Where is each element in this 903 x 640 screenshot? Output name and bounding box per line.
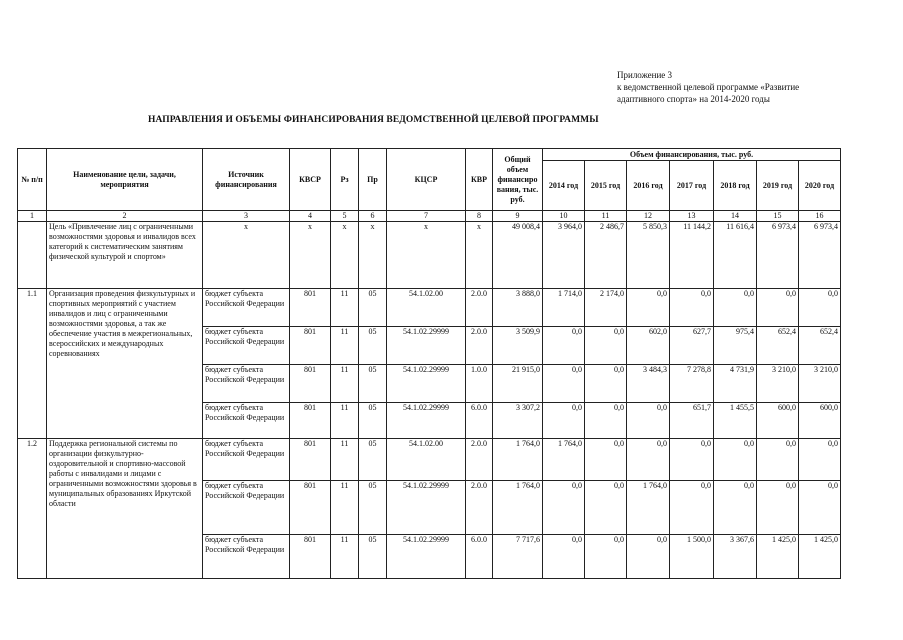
source-cell: бюджет субъекта Российской Федерации: [203, 535, 290, 579]
column-number: 16: [799, 211, 841, 222]
column-number: 6: [359, 211, 387, 222]
column-number: 1: [18, 211, 47, 222]
appendix-line: к ведомственной целевой программе «Развитие: [617, 82, 800, 92]
kvr-cell: 2.0.0: [466, 439, 493, 481]
kvsr-cell: 801: [290, 289, 331, 327]
column-number: 8: [466, 211, 493, 222]
year-cell: 3 210,0: [757, 365, 799, 403]
rz-cell: 11: [331, 535, 359, 579]
year-cell: 7 278,8: [670, 365, 714, 403]
column-number: 14: [714, 211, 757, 222]
year-cell: 0,0: [585, 439, 627, 481]
goal-cell: 5 850,3: [627, 222, 670, 289]
total-cell: 3 307,2: [493, 403, 543, 439]
year-cell: 0,0: [757, 289, 799, 327]
pr-cell: 05: [359, 403, 387, 439]
task-num: 1.2: [18, 439, 47, 579]
goal-cell: х: [466, 222, 493, 289]
goal-cell: 11 144,2: [670, 222, 714, 289]
goal-cell: 11 616,4: [714, 222, 757, 289]
year-cell: 1 425,0: [757, 535, 799, 579]
year-cell: 1 714,0: [543, 289, 585, 327]
year-cell: 0,0: [543, 481, 585, 535]
goal-cell: 6 973,4: [799, 222, 841, 289]
kvsr-cell: 801: [290, 403, 331, 439]
pr-cell: 05: [359, 481, 387, 535]
year-cell: 602,0: [627, 327, 670, 365]
kvr-cell: 2.0.0: [466, 289, 493, 327]
pr-cell: 05: [359, 535, 387, 579]
year-cell: 0,0: [585, 535, 627, 579]
goal-cell: х: [290, 222, 331, 289]
year-cell: 0,0: [543, 327, 585, 365]
total-cell: 21 915,0: [493, 365, 543, 403]
rz-cell: 11: [331, 439, 359, 481]
header-rz: Рз: [331, 149, 359, 211]
year-cell: 0,0: [627, 535, 670, 579]
year-cell: 0,0: [714, 481, 757, 535]
appendix-line: адаптивного спорта» на 2014-2020 годы: [617, 94, 770, 104]
header-pr: Пр: [359, 149, 387, 211]
appendix-line: Приложение 3: [617, 70, 673, 80]
column-number: 7: [387, 211, 466, 222]
goal-cell: х: [359, 222, 387, 289]
pr-cell: 05: [359, 327, 387, 365]
column-number: 13: [670, 211, 714, 222]
column-number: 2: [47, 211, 203, 222]
source-cell: бюджет субъекта Российской Федерации: [203, 289, 290, 327]
kcsr-cell: 54.1.02.00: [387, 289, 466, 327]
task-name: Поддержка региональной системы по организации физкультурно-оздоровительной и спортивно-массовой работы с инвалидами и лицами с ограниченными возможностями здоровья в муниципальных образованиях Иркутской области: [47, 439, 203, 579]
kvr-cell: 6.0.0: [466, 403, 493, 439]
column-number: 5: [331, 211, 359, 222]
header-year: 2017 год: [670, 161, 714, 211]
header-kvsr: КВСР: [290, 149, 331, 211]
source-cell: бюджет субъекта Российской Федерации: [203, 481, 290, 535]
goal-cell: х: [387, 222, 466, 289]
header-num: № п/п: [18, 149, 47, 211]
table-row: [18, 289, 841, 327]
year-cell: 652,4: [757, 327, 799, 365]
kvsr-cell: 801: [290, 327, 331, 365]
total-cell: 3 888,0: [493, 289, 543, 327]
kvsr-cell: 801: [290, 535, 331, 579]
year-cell: 600,0: [799, 403, 841, 439]
year-cell: 600,0: [757, 403, 799, 439]
year-cell: 0,0: [714, 439, 757, 481]
year-cell: 2 174,0: [585, 289, 627, 327]
year-cell: 0,0: [670, 289, 714, 327]
header-kcsr: КЦСР: [387, 149, 466, 211]
year-cell: 0,0: [585, 365, 627, 403]
year-cell: 651,7: [670, 403, 714, 439]
kcsr-cell: 54.1.02.29999: [387, 327, 466, 365]
financing-table: [17, 148, 841, 579]
year-cell: 0,0: [757, 439, 799, 481]
goal-row: [18, 222, 841, 289]
kcsr-cell: 54.1.02.29999: [387, 481, 466, 535]
year-cell: 1 764,0: [627, 481, 670, 535]
kcsr-cell: 54.1.02.29999: [387, 403, 466, 439]
header-year: 2016 год: [627, 161, 670, 211]
header-kvr: КВР: [466, 149, 493, 211]
column-number: 3: [203, 211, 290, 222]
rz-cell: 11: [331, 481, 359, 535]
kvr-cell: 2.0.0: [466, 481, 493, 535]
year-cell: 1 455,5: [714, 403, 757, 439]
total-cell: 1 764,0: [493, 481, 543, 535]
goal-cell: 6 973,4: [757, 222, 799, 289]
kvsr-cell: 801: [290, 481, 331, 535]
pr-cell: 05: [359, 365, 387, 403]
header-volume: Объем финансирования, тыс. руб.: [543, 149, 841, 161]
total-cell: 1 764,0: [493, 439, 543, 481]
year-cell: 0,0: [670, 481, 714, 535]
header-year: 2020 год: [799, 161, 841, 211]
goal-num-cell: [18, 222, 47, 289]
task-name: Организация проведения физкультурных и спортивных мероприятий с участием инвалидов и лиц с ограниченными возможностями здоровья, а так же обеспечение участия в межрегиональных, всероссийских и международных соревнованиях: [47, 289, 203, 439]
column-number: 10: [543, 211, 585, 222]
header-year: 2018 год: [714, 161, 757, 211]
year-cell: 0,0: [543, 403, 585, 439]
pr-cell: 05: [359, 289, 387, 327]
header-year: 2015 год: [585, 161, 627, 211]
goal-cell: х: [203, 222, 290, 289]
year-cell: 627,7: [670, 327, 714, 365]
appendix-note: [617, 69, 799, 105]
year-cell: 0,0: [670, 439, 714, 481]
year-cell: 0,0: [543, 365, 585, 403]
year-cell: 0,0: [585, 327, 627, 365]
column-number: 11: [585, 211, 627, 222]
rz-cell: 11: [331, 327, 359, 365]
goal-cell: 3 964,0: [543, 222, 585, 289]
kvr-cell: 1.0.0: [466, 365, 493, 403]
header-name: Наименование цели, задачи, мероприятия: [47, 149, 203, 211]
kcsr-cell: 54.1.02.29999: [387, 535, 466, 579]
goal-cell: х: [331, 222, 359, 289]
table-row: [18, 439, 841, 481]
column-number-row: [18, 211, 841, 222]
kvsr-cell: 801: [290, 365, 331, 403]
year-cell: 3 367,6: [714, 535, 757, 579]
year-cell: 0,0: [799, 289, 841, 327]
header-year: 2019 год: [757, 161, 799, 211]
total-cell: 3 509,9: [493, 327, 543, 365]
year-cell: 1 500,0: [670, 535, 714, 579]
goal-name: Цель «Привлечение лиц с ограниченными возможностями здоровья и инвалидов всех категорий к систематическим занятиям физической культурой и спортом»: [47, 222, 203, 289]
year-cell: 1 425,0: [799, 535, 841, 579]
kvr-cell: 2.0.0: [466, 327, 493, 365]
year-cell: 0,0: [799, 481, 841, 535]
kvsr-cell: 801: [290, 439, 331, 481]
year-cell: 4 731,9: [714, 365, 757, 403]
pr-cell: 05: [359, 439, 387, 481]
source-cell: бюджет субъекта Российской Федерации: [203, 327, 290, 365]
header-year: 2014 год: [543, 161, 585, 211]
source-cell: бюджет субъекта Российской Федерации: [203, 439, 290, 481]
year-cell: 3 210,0: [799, 365, 841, 403]
rz-cell: 11: [331, 403, 359, 439]
header-total: Общий объем финансиро вания, тыс. руб.: [493, 149, 543, 211]
column-number: 4: [290, 211, 331, 222]
kvr-cell: 6.0.0: [466, 535, 493, 579]
task-num: 1.1: [18, 289, 47, 439]
year-cell: 3 484,3: [627, 365, 670, 403]
year-cell: 975,4: [714, 327, 757, 365]
year-cell: 0,0: [585, 403, 627, 439]
column-number: 15: [757, 211, 799, 222]
year-cell: 0,0: [627, 289, 670, 327]
rz-cell: 11: [331, 289, 359, 327]
total-cell: 7 717,6: [493, 535, 543, 579]
column-number: 9: [493, 211, 543, 222]
year-cell: 1 764,0: [543, 439, 585, 481]
goal-cell: 2 486,7: [585, 222, 627, 289]
kcsr-cell: 54.1.02.29999: [387, 365, 466, 403]
year-cell: 0,0: [627, 403, 670, 439]
year-cell: 0,0: [799, 439, 841, 481]
year-cell: 652,4: [799, 327, 841, 365]
year-cell: 0,0: [627, 439, 670, 481]
year-cell: 0,0: [757, 481, 799, 535]
rz-cell: 11: [331, 365, 359, 403]
year-cell: 0,0: [585, 481, 627, 535]
source-cell: бюджет субъекта Российской Федерации: [203, 403, 290, 439]
header-source: Источник финансирования: [203, 149, 290, 211]
year-cell: 0,0: [714, 289, 757, 327]
year-cell: 0,0: [543, 535, 585, 579]
document-title: НАПРАВЛЕНИЯ И ОБЪЕМЫ ФИНАНСИРОВАНИЯ ВЕДОМСТВЕННОЙ ЦЕЛЕВОЙ ПРОГРАММЫ: [148, 115, 599, 125]
kcsr-cell: 54.1.02.00: [387, 439, 466, 481]
column-number: 12: [627, 211, 670, 222]
source-cell: бюджет субъекта Российской Федерации: [203, 365, 290, 403]
goal-cell: 49 008,4: [493, 222, 543, 289]
